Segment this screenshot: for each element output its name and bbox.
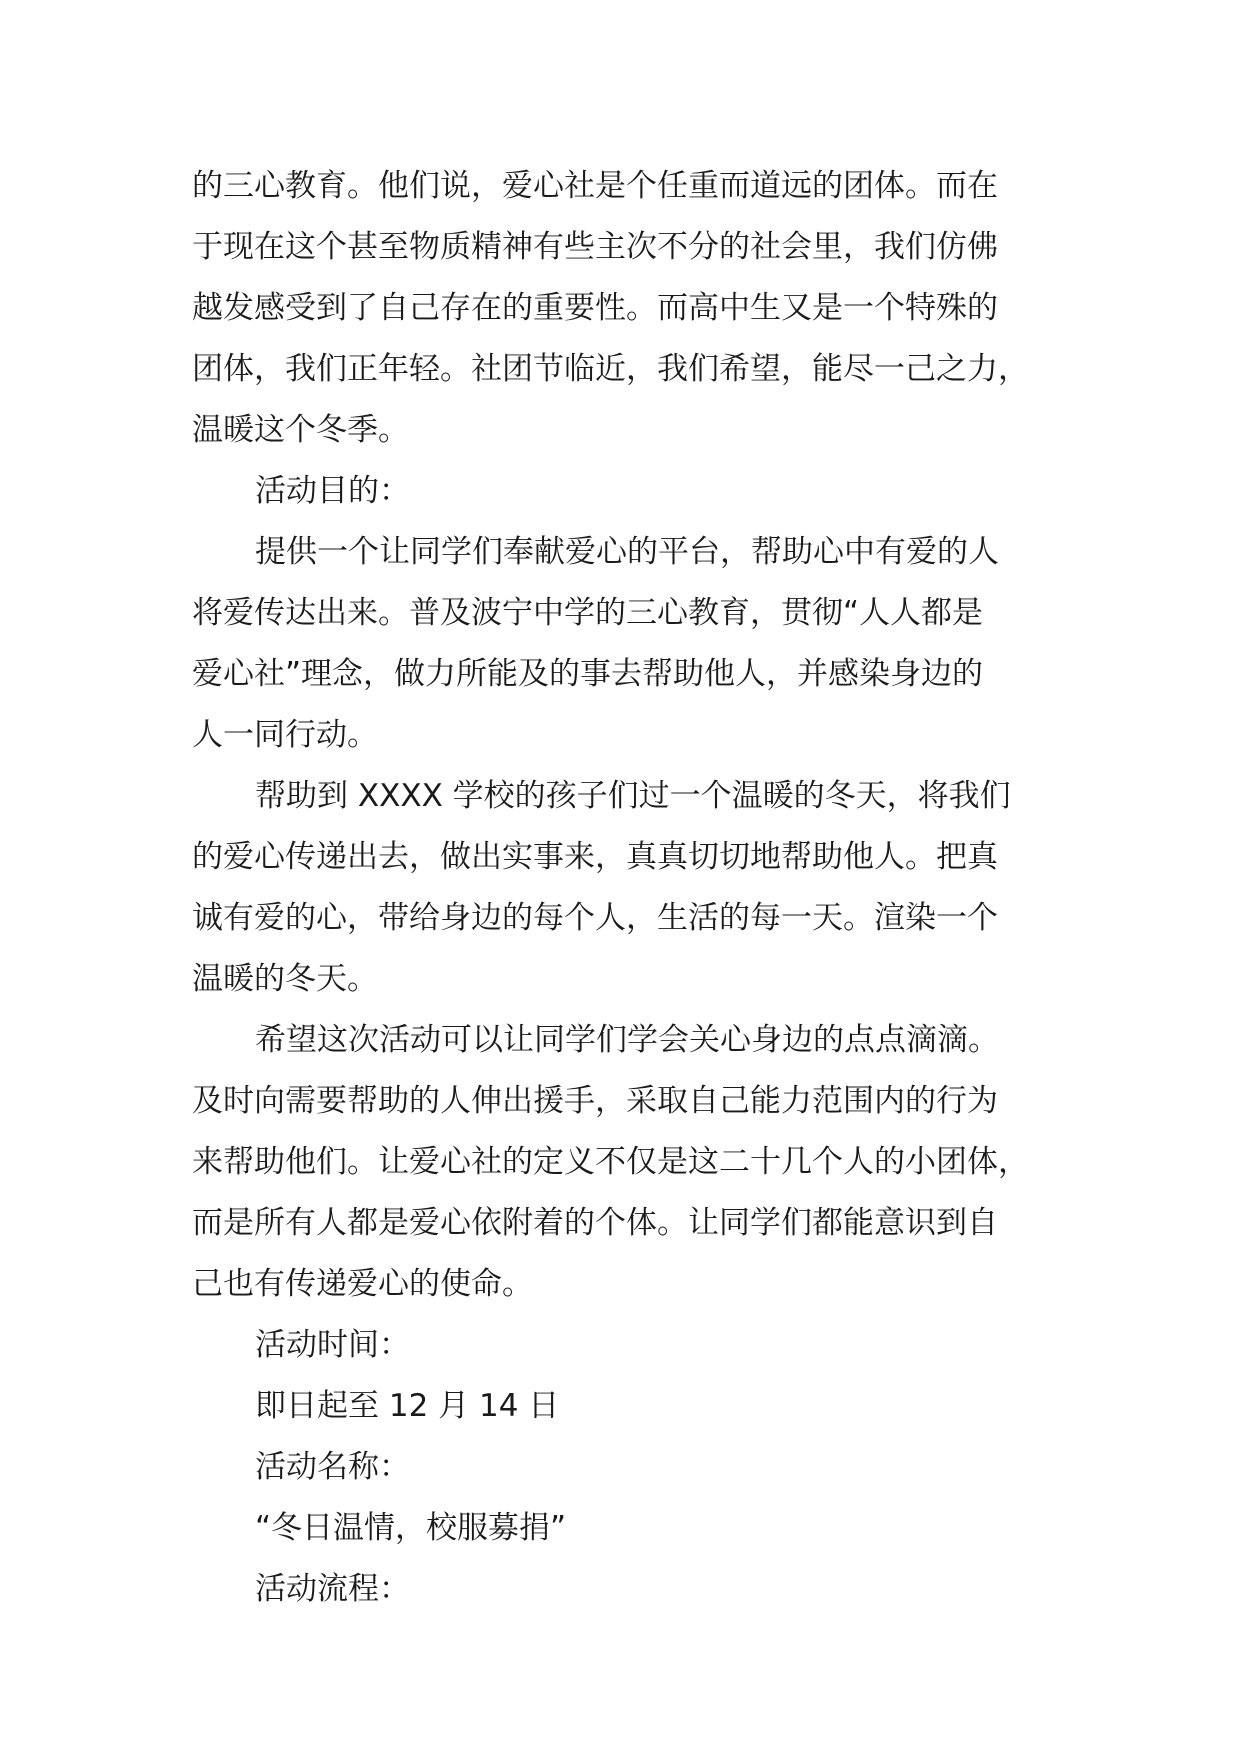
text-line: 来帮助他们。让爱心社的定义不仅是这二十几个人的小团体， [192, 1144, 1029, 1180]
section-heading: 活动流程： [255, 1571, 410, 1607]
text-line: 于现在这个甚至物质精神有些主次不分的社会里，我们仿佛 [192, 229, 998, 265]
section-heading: 活动时间： [255, 1327, 410, 1363]
text-line: 团体，我们正年轻。社团节临近，我们希望，能尽一己之力， [192, 351, 1029, 387]
text-line: 己也有传递爱心的使命。 [192, 1266, 533, 1302]
text-line: 即日起至 12 月 14 日 [255, 1388, 560, 1424]
text-line: 及时向需要帮助的人伸出援手，采取自己能力范围内的行为 [192, 1083, 998, 1119]
text-line: 越发感受到了自己存在的重要性。而高中生又是一个特殊的 [192, 290, 998, 326]
text-line: 诚有爱的心，带给身边的每个人，生活的每一天。渲染一个 [192, 900, 998, 936]
text-line: 将爱传达出来。普及波宁中学的三心教育，贯彻“人人都是 [192, 595, 984, 631]
section-heading: 活动名称： [255, 1449, 410, 1485]
text-line: 帮助到 XXXX 学校的孩子们过一个温暖的冬天，将我们 [255, 778, 1011, 814]
section-heading: 活动目的： [255, 473, 410, 509]
text-line: 希望这次活动可以让同学们学会关心身边的点点滴滴。 [255, 1022, 999, 1058]
text-line: 的三心教育。他们说，爱心社是个任重而道远的团体。而在 [192, 168, 998, 204]
text-line: 而是所有人都是爱心依附着的个体。让同学们都能意识到自 [192, 1205, 998, 1241]
text-line: 爱心社”理念，做力所能及的事去帮助他人，并感染身边的 [192, 656, 984, 692]
text-line: 的爱心传递出去，做出实事来，真真切切地帮助他人。把真 [192, 839, 998, 875]
text-line: 温暖的冬天。 [192, 961, 378, 997]
text-line: 提供一个让同学们奉献爱心的平台，帮助心中有爱的人 [255, 534, 999, 570]
text-line: “冬日温情，校服募捐” [255, 1510, 567, 1546]
text-line: 人一同行动。 [192, 717, 378, 753]
text-line: 温暖这个冬季。 [192, 412, 409, 448]
